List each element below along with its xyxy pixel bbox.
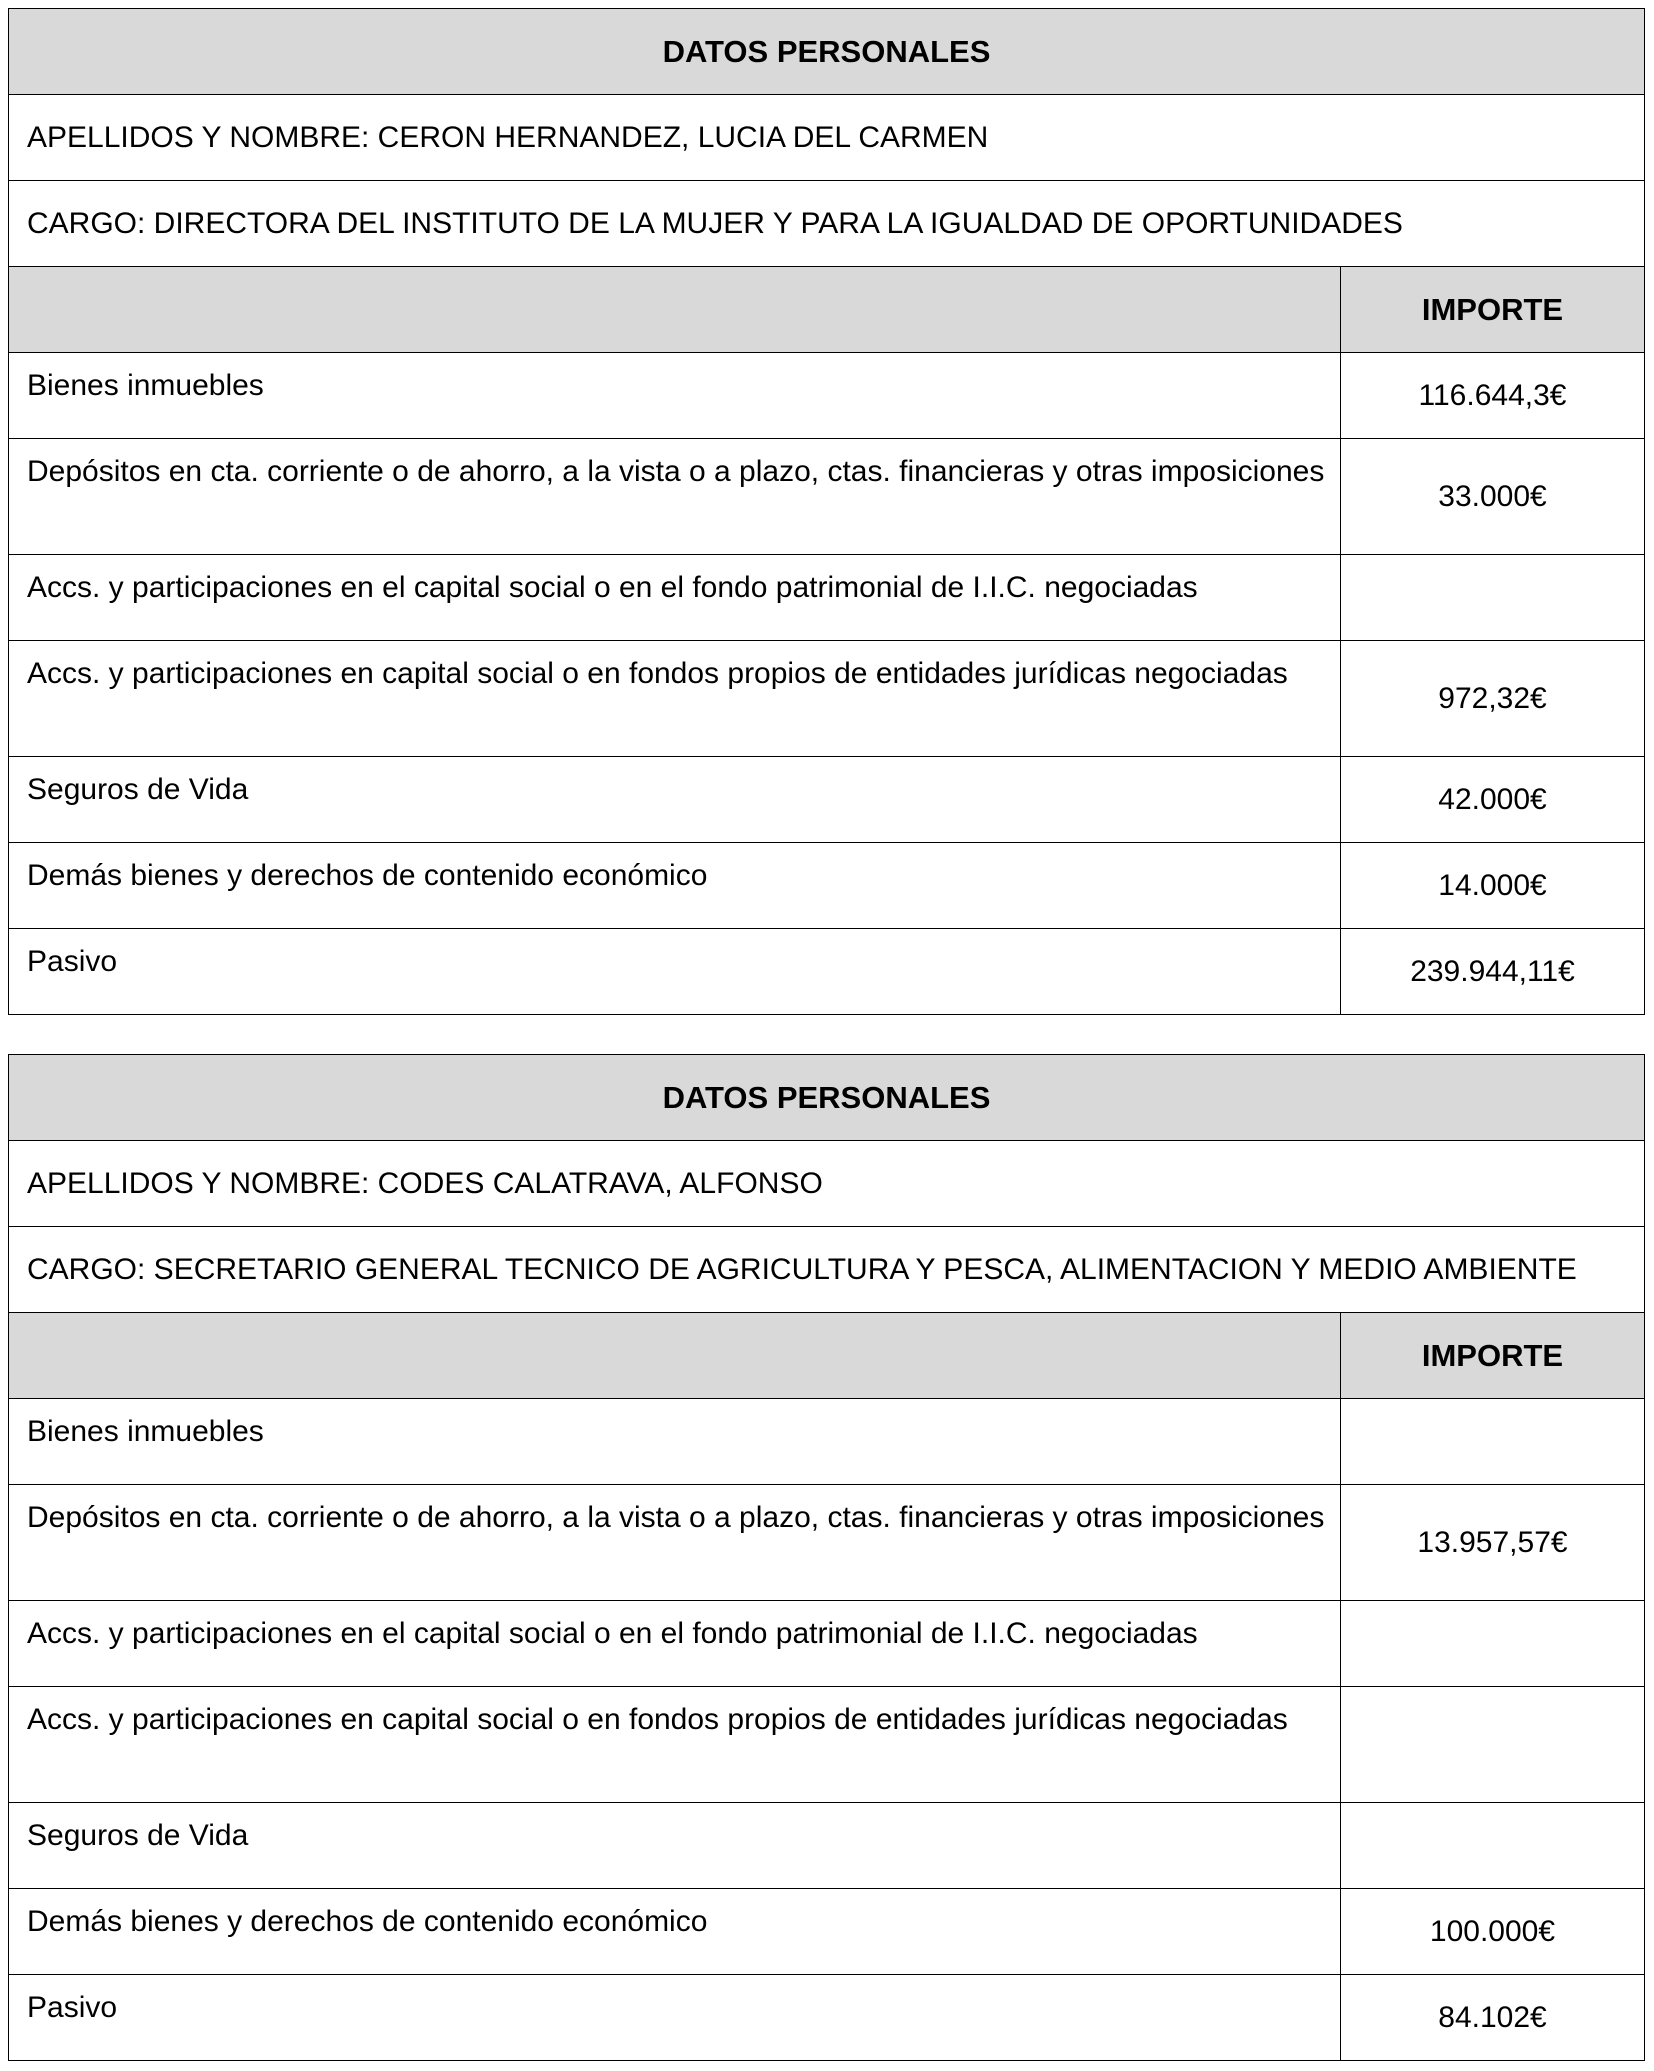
table-row: [9, 1686, 1644, 1802]
table-row: [9, 1398, 1644, 1484]
concept-header: [9, 1313, 1341, 1398]
table-row: [9, 1802, 1644, 1888]
concept-header: [9, 267, 1341, 352]
table-header-row: [9, 266, 1644, 352]
amount-cell: 84.102€: [1438, 2000, 1547, 2034]
concept-cell: Bienes inmuebles: [9, 1399, 1341, 1484]
table-row: [9, 842, 1644, 928]
concept-cell: Pasivo: [9, 929, 1341, 1014]
table-header-row: [9, 1312, 1644, 1398]
concept-cell: Demás bienes y derechos de contenido económico: [9, 843, 1341, 928]
table-row: [9, 352, 1644, 438]
amount-cell: [1341, 1687, 1644, 1802]
table-row: [9, 1484, 1644, 1600]
asset-declaration-table: [8, 8, 1645, 1015]
concept-cell: Seguros de Vida: [9, 1803, 1341, 1888]
table-row: [9, 438, 1644, 554]
amount-cell: 42.000€: [1438, 782, 1547, 816]
table-row: [9, 640, 1644, 756]
amount-cell: 14.000€: [1438, 868, 1547, 902]
importe-header: IMPORTE: [1421, 291, 1564, 327]
concept-cell: Seguros de Vida: [9, 757, 1341, 842]
cargo-line: CARGO: DIRECTORA DEL INSTITUTO DE LA MUJER Y PARA LA IGUALDAD DE OPORTUNIDADES: [9, 180, 1644, 266]
concept-cell: Accs. y participaciones en capital social o en fondos propios de entidades jurídicas negociadas: [9, 641, 1341, 756]
cargo-line: CARGO: SECRETARIO GENERAL TECNICO DE AGRICULTURA Y PESCA, ALIMENTACION Y MEDIO AMBIENTE: [9, 1226, 1644, 1312]
name-line: APELLIDOS Y NOMBRE: CODES CALATRAVA, ALFONSO: [9, 1140, 1644, 1226]
table-row: [9, 1974, 1644, 2060]
amount-cell: 972,32€: [1438, 681, 1547, 715]
concept-cell: Accs. y participaciones en el capital social o en el fondo patrimonial de I.I.C. negociadas: [9, 555, 1341, 640]
name-line: APELLIDOS Y NOMBRE: CERON HERNANDEZ, LUCIA DEL CARMEN: [9, 94, 1644, 180]
table-row: [9, 1888, 1644, 1974]
concept-cell: Bienes inmuebles: [9, 353, 1341, 438]
amount-cell: [1341, 1803, 1644, 1888]
concept-cell: Depósitos en cta. corriente o de ahorro, a la vista o a plazo, ctas. financieras y otras imposiciones: [9, 1485, 1341, 1600]
importe-header: IMPORTE: [1421, 1337, 1564, 1373]
amount-cell: 33.000€: [1438, 479, 1547, 513]
amount-cell: [1341, 555, 1644, 640]
table-row: [9, 928, 1644, 1014]
table-row: [9, 756, 1644, 842]
amount-cell: 100.000€: [1429, 1914, 1556, 1948]
amount-cell: [1341, 1601, 1644, 1686]
section-title: DATOS PERSONALES: [9, 1055, 1644, 1140]
concept-cell: Depósitos en cta. corriente o de ahorro, a la vista o a plazo, ctas. financieras y otras imposiciones: [9, 439, 1341, 554]
concept-cell: Accs. y participaciones en capital social o en fondos propios de entidades jurídicas negociadas: [9, 1687, 1341, 1802]
section-title: DATOS PERSONALES: [9, 9, 1644, 94]
asset-declaration-table: [8, 1054, 1645, 2061]
concept-cell: Accs. y participaciones en el capital social o en el fondo patrimonial de I.I.C. negociadas: [9, 1601, 1341, 1686]
amount-cell: 13.957,57€: [1417, 1525, 1568, 1559]
table-row: [9, 1600, 1644, 1686]
amount-cell: 239.944,11€: [1410, 954, 1575, 988]
table-row: [9, 554, 1644, 640]
amount-cell: [1341, 1399, 1644, 1484]
amount-cell: 116.644,3€: [1418, 378, 1567, 412]
concept-cell: Pasivo: [9, 1975, 1341, 2060]
concept-cell: Demás bienes y derechos de contenido económico: [9, 1889, 1341, 1974]
